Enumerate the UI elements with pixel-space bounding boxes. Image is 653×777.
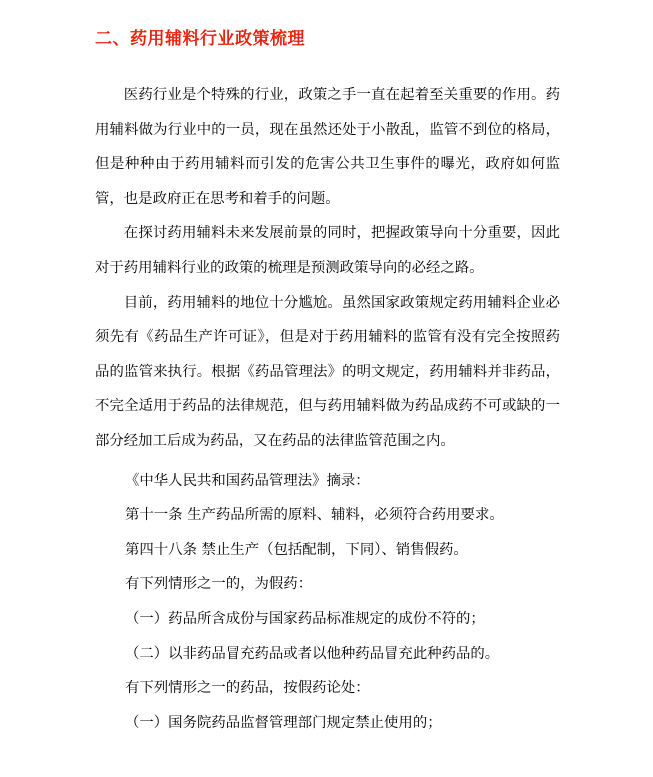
paragraph-current-status: 目前，药用辅料的地位十分尴尬。虽然国家政策规定药用辅料企业必须先有《药品生产许可证》，但是对于药用辅料的监管有没有完全按照药品的监管来执行。根据《药品管理法》的明文规定，药用辅料并非药品，不完全适用于药品的法律规范，但与药用辅料做为药品成药不可或缺的一部分经加工后成为药品，又在药品的法律监管范围之内。 <box>95 294 560 449</box>
excerpt-title: 《中华人民共和国药品管理法》摘录： <box>125 472 370 489</box>
excerpt-article-11: 第十一条 生产药品所需的原料、辅料，必须符合药用要求。 <box>125 507 504 524</box>
document-body <box>95 78 560 740</box>
excerpt-item-1: （一）药品所含成份与国家药品标准规定的成份不符的； <box>125 610 485 627</box>
paragraph-policy-guidance: 在探讨药用辅料未来发展前景的同时，把握政策导向十分重要，因此对于药用辅料行业的政策的梳理是预测政策导向的必经之路。 <box>95 225 560 276</box>
excerpt-treated-item-1: （一）国务院药品监督管理部门规定禁止使用的； <box>125 714 442 731</box>
excerpt-item-2: （二）以非药品冒充药品或者以他种药品冒充此种药品的。 <box>125 645 500 662</box>
excerpt-fake-drug-intro: 有下列情形之一的，为假药： <box>125 576 313 593</box>
excerpt-treated-as-fake-intro: 有下列情形之一的药品，按假药论处： <box>125 680 370 697</box>
paragraph-intro: 医药行业是个特殊的行业，政策之手一直在起着至关重要的作用。药用辅料做为行业中的一员，现在虽然还处于小散乱，监管不到位的格局，但是种种由于药用辅料而引发的危害公共卫生事件的曝光，政府如何监管，也是政府正在思考和着手的问题。 <box>95 87 560 207</box>
section-heading: 二、药用辅料行业政策梳理 <box>95 29 305 49</box>
excerpt-article-48: 第四十八条 禁止生产（包括配制，下同）、销售假药。 <box>125 541 468 558</box>
